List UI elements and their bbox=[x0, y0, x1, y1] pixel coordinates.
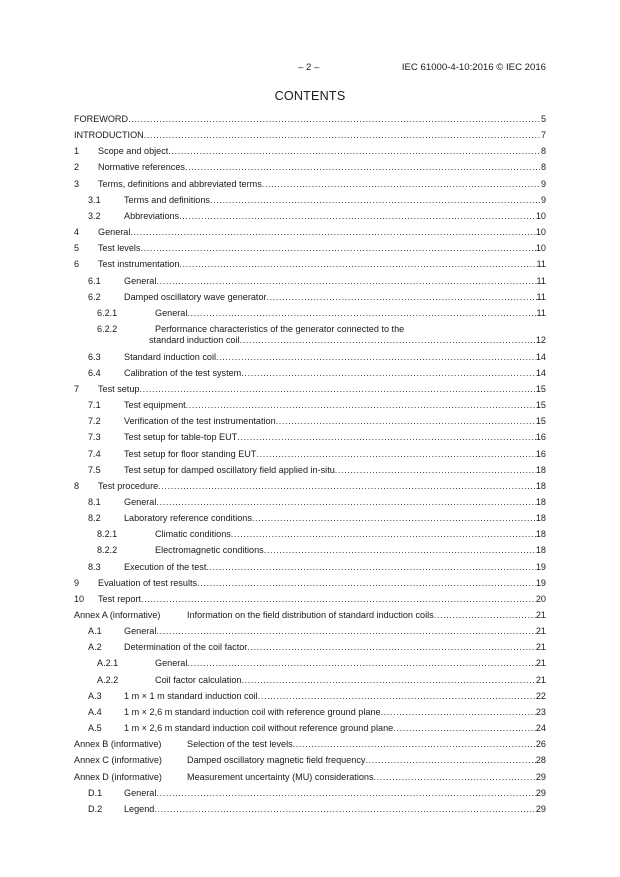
toc-entry-page: 22 bbox=[535, 690, 546, 701]
toc-dot-leader bbox=[258, 690, 536, 702]
toc-entry-number: 7.5 bbox=[88, 464, 101, 475]
toc-entry[interactable] bbox=[0, 464, 620, 476]
toc-dot-leader bbox=[210, 194, 541, 206]
toc-dot-leader bbox=[179, 210, 536, 222]
toc-entry-page: 9 bbox=[540, 178, 546, 189]
toc-entry-page: 21 bbox=[535, 642, 546, 653]
toc-entry-number: 8 bbox=[74, 480, 80, 491]
toc-entry-title: Terms, definitions and abbreviated terms bbox=[98, 178, 262, 189]
toc-entry-page: 7 bbox=[540, 130, 546, 141]
toc-entry-page: 26 bbox=[535, 739, 546, 750]
toc-entry[interactable] bbox=[0, 161, 620, 173]
toc-dot-leader bbox=[139, 383, 535, 395]
toc-entry-title: General bbox=[155, 658, 188, 669]
toc-entry[interactable] bbox=[0, 242, 620, 254]
toc-dot-leader bbox=[335, 464, 536, 476]
toc-entry-title: Test setup for floor standing EUT bbox=[124, 448, 257, 459]
toc-entry-title: Execution of the test bbox=[124, 561, 207, 572]
toc-dot-leader bbox=[158, 480, 536, 492]
toc-entry-title: Test procedure bbox=[98, 480, 159, 491]
page-title: CONTENTS bbox=[274, 89, 346, 103]
toc-entry-page: 18 bbox=[535, 545, 546, 556]
toc-entry[interactable] bbox=[0, 512, 620, 524]
document-id: IEC 61000-4-10:2016 © IEC 2016 bbox=[401, 62, 546, 73]
toc-entry[interactable] bbox=[0, 561, 620, 573]
toc-entry-title: General bbox=[98, 227, 131, 238]
toc-entry-number: 7.1 bbox=[88, 400, 101, 411]
toc-dot-leader bbox=[156, 625, 536, 637]
toc-entry-number: 7 bbox=[74, 383, 80, 394]
toc-entry[interactable] bbox=[0, 431, 620, 443]
toc-entry-title: INTRODUCTION bbox=[74, 130, 144, 141]
toc-entry[interactable] bbox=[0, 383, 620, 395]
toc-entry[interactable] bbox=[0, 415, 620, 427]
toc-dot-leader bbox=[156, 787, 536, 799]
toc-entry-number: 5 bbox=[74, 243, 80, 254]
toc-dot-leader bbox=[128, 113, 541, 125]
toc-entry-page: 8 bbox=[540, 162, 546, 173]
toc-dot-leader bbox=[216, 351, 536, 363]
toc-entry-title: General bbox=[124, 275, 157, 286]
toc-entry[interactable] bbox=[0, 657, 620, 669]
toc-entry-title: Calibration of the test system bbox=[124, 367, 242, 378]
toc-dot-leader bbox=[374, 771, 536, 783]
toc-entry-page: 20 bbox=[535, 593, 546, 604]
toc-dot-leader bbox=[156, 275, 536, 287]
toc-entry-number: D.2 bbox=[88, 803, 103, 814]
toc-entry-title: FOREWORD bbox=[74, 114, 129, 124]
toc-entry-page: 18 bbox=[535, 496, 546, 507]
toc-dot-leader bbox=[154, 803, 536, 815]
toc-entry[interactable] bbox=[0, 706, 620, 718]
toc-entry[interactable] bbox=[0, 641, 620, 653]
toc-entry-title: Verification of the test instrumentation bbox=[124, 416, 276, 427]
toc-entry-title: Information on the field distribution of standard induction coils bbox=[187, 610, 434, 620]
toc-entry[interactable] bbox=[0, 690, 620, 702]
toc-entry-page: 29 bbox=[535, 787, 546, 798]
toc-entry-number: Annex D (informative) bbox=[74, 771, 162, 782]
toc-entry-page: 15 bbox=[535, 400, 546, 411]
toc-entry-title: Selection of the test levels bbox=[187, 739, 293, 750]
toc-entry-number: 6.1 bbox=[88, 275, 101, 286]
toc-entry-page: 24 bbox=[535, 723, 546, 734]
toc-entry-number: Annex C (informative) bbox=[74, 755, 162, 766]
toc-entry-title: General bbox=[124, 626, 157, 637]
toc-entry[interactable] bbox=[0, 399, 620, 411]
toc-dot-leader bbox=[206, 561, 535, 573]
toc-entry-title: Abbreviations bbox=[124, 210, 180, 221]
toc-dot-leader bbox=[262, 178, 541, 190]
toc-entry-title: General bbox=[155, 307, 188, 318]
toc-entry-title: Standard induction coil bbox=[124, 351, 217, 362]
toc-dot-leader bbox=[179, 258, 536, 270]
toc-entry-page: 10 bbox=[535, 243, 546, 254]
toc-entry-page: 21 bbox=[535, 674, 546, 685]
toc-entry-page: 11 bbox=[536, 259, 546, 270]
toc-entry-page: 15 bbox=[535, 383, 546, 394]
toc-dot-leader bbox=[186, 399, 536, 411]
toc-dot-leader bbox=[187, 307, 536, 319]
toc-entry-title: 1 m × 2,6 m standard induction coil without reference ground plane bbox=[124, 723, 394, 734]
toc-entry[interactable] bbox=[0, 334, 620, 346]
toc-entry-number: 3.1 bbox=[88, 194, 101, 205]
toc-entry-number: 8.2.1 bbox=[97, 529, 118, 540]
toc-entry[interactable] bbox=[0, 194, 620, 206]
toc-entry-title: Terms and definitions bbox=[124, 194, 210, 205]
toc-entry-page: 8 bbox=[540, 146, 546, 157]
toc-entry[interactable] bbox=[0, 226, 620, 238]
toc-entry[interactable] bbox=[0, 722, 620, 734]
toc-entry[interactable] bbox=[0, 323, 620, 335]
toc-entry[interactable] bbox=[0, 593, 620, 605]
toc-entry-number: 7.3 bbox=[88, 432, 101, 443]
toc-entry-title: Coil factor calculation bbox=[155, 674, 242, 685]
toc-entry-number: D.1 bbox=[88, 787, 103, 798]
toc-entry[interactable] bbox=[0, 787, 620, 799]
toc-entry-title: Test levels bbox=[98, 243, 141, 254]
toc-entry-page: 29 bbox=[535, 771, 546, 782]
toc-entry[interactable] bbox=[0, 448, 620, 460]
toc-entry-title: Test instrumentation bbox=[98, 259, 180, 270]
toc-dot-leader bbox=[241, 367, 536, 379]
toc-entry-page: 10 bbox=[535, 227, 546, 238]
toc-entry[interactable] bbox=[0, 577, 620, 589]
toc-entry[interactable] bbox=[0, 210, 620, 222]
toc-entry-title: Test setup bbox=[98, 383, 140, 394]
toc-entry-title: Measurement uncertainty (MU) considerations bbox=[187, 771, 374, 782]
toc-entry[interactable] bbox=[0, 145, 620, 157]
toc-entry-page: 5 bbox=[540, 114, 546, 124]
toc-entry[interactable] bbox=[0, 291, 620, 303]
toc-dot-leader bbox=[237, 431, 536, 443]
toc-entry-title: Electromagnetic conditions bbox=[155, 545, 264, 556]
toc-entry-number: 6.2 bbox=[88, 291, 101, 302]
toc-entry-page: 12 bbox=[535, 335, 546, 346]
toc-dot-leader bbox=[144, 129, 541, 141]
toc-dot-leader bbox=[197, 577, 536, 589]
toc-entry-page: 19 bbox=[535, 577, 546, 588]
toc-entry-title: Damped oscillatory magnetic field frequency bbox=[187, 755, 366, 766]
toc-entry[interactable] bbox=[0, 480, 620, 492]
toc-dot-leader bbox=[256, 448, 535, 460]
toc-dot-leader bbox=[267, 291, 537, 303]
toc-entry-number: 8.2 bbox=[88, 513, 101, 524]
toc-entry-number: Annex B (informative) bbox=[74, 739, 162, 750]
toc-entry-number: 9 bbox=[74, 577, 80, 588]
toc-entry-page: 23 bbox=[535, 706, 546, 717]
toc-dot-leader bbox=[276, 415, 536, 427]
toc-entry[interactable] bbox=[0, 803, 620, 815]
toc-entry[interactable] bbox=[0, 307, 620, 319]
toc-dot-leader bbox=[130, 226, 536, 238]
toc-entry-number: A.2.2 bbox=[97, 674, 119, 685]
toc-entry-title: 1 m × 2,6 m standard induction coil with reference ground plane bbox=[124, 706, 381, 717]
toc-dot-leader bbox=[393, 722, 536, 734]
toc-entry-title: 1 m × 1 m standard induction coil bbox=[124, 690, 258, 701]
toc-entry-page: 14 bbox=[535, 351, 546, 362]
toc-entry-number: A.1 bbox=[88, 626, 102, 637]
toc-entry-page: 21 bbox=[535, 626, 546, 637]
toc-entry-page: 19 bbox=[535, 561, 546, 572]
toc-dot-leader bbox=[434, 609, 536, 621]
toc-entry[interactable] bbox=[0, 625, 620, 637]
toc-entry-page: 11 bbox=[536, 275, 546, 286]
toc-entry-title: Laboratory reference conditions bbox=[124, 513, 252, 524]
toc-entry-page: 9 bbox=[540, 194, 546, 205]
toc-entry-number: A.2.1 bbox=[97, 658, 119, 669]
toc-entry-number: 1 bbox=[74, 146, 80, 157]
toc-entry-page: 14 bbox=[535, 367, 546, 378]
toc-dot-leader bbox=[240, 334, 536, 346]
toc-entry-number: A.5 bbox=[88, 723, 102, 734]
toc-entry-number: 7.2 bbox=[88, 416, 101, 427]
toc-entry-title: standard induction coil bbox=[149, 335, 240, 346]
toc-dot-leader bbox=[140, 242, 535, 254]
toc-entry-title: General bbox=[124, 787, 157, 798]
toc-dot-leader bbox=[231, 528, 536, 540]
toc-entry-page: 15 bbox=[535, 416, 546, 427]
toc-entry-number: 7.4 bbox=[88, 448, 101, 459]
toc-entry-title: Test setup for table-top EUT bbox=[124, 432, 238, 443]
toc-entry[interactable] bbox=[0, 367, 620, 379]
toc-entry[interactable] bbox=[0, 129, 620, 141]
toc-entry-number: A.2 bbox=[88, 642, 102, 653]
toc-entry[interactable] bbox=[0, 258, 620, 270]
toc-entry[interactable] bbox=[0, 528, 620, 540]
toc-entry-title: Climatic conditions bbox=[155, 529, 231, 540]
toc-entry-number: 8.1 bbox=[88, 496, 101, 507]
toc-entry[interactable] bbox=[0, 544, 620, 556]
toc-entry[interactable] bbox=[0, 178, 620, 190]
toc-entry-title: Performance characteristics of the generator connected to the bbox=[155, 323, 405, 334]
toc-entry[interactable] bbox=[0, 674, 620, 686]
toc-entry-page: 16 bbox=[535, 448, 546, 459]
toc-entry-number: 2 bbox=[74, 162, 80, 173]
toc-entry-title: Legend bbox=[124, 803, 155, 814]
toc-entry-number: A.3 bbox=[88, 690, 102, 701]
toc-dot-leader bbox=[187, 657, 536, 669]
toc-entry-title: Damped oscillatory wave generator bbox=[124, 291, 267, 302]
toc-entry-number: 10 bbox=[74, 593, 85, 604]
toc-entry-title: Scope and object bbox=[98, 146, 169, 157]
toc-dot-leader bbox=[252, 512, 536, 524]
toc-entry-title: Test setup for damped oscillatory field applied in-situ bbox=[124, 464, 335, 475]
toc-entry-number: 6 bbox=[74, 259, 80, 270]
toc-dot-leader bbox=[293, 738, 536, 750]
toc-dot-leader bbox=[185, 161, 541, 173]
toc-entry-number: 6.2.2 bbox=[97, 323, 118, 334]
toc-dot-leader bbox=[264, 544, 536, 556]
toc-dot-leader bbox=[381, 706, 536, 718]
toc-entry[interactable] bbox=[0, 351, 620, 363]
toc-entry-page: 10 bbox=[535, 210, 546, 221]
toc-entry-page: 28 bbox=[535, 755, 546, 766]
toc-entry-title: Determination of the coil factor bbox=[124, 642, 248, 653]
toc-entry-title: Evaluation of test results bbox=[98, 577, 198, 588]
toc-entry-page: 18 bbox=[535, 464, 546, 475]
toc-entry-page: 11 bbox=[536, 307, 546, 318]
toc-entry-page: 21 bbox=[535, 658, 546, 669]
toc-entry[interactable] bbox=[0, 496, 620, 508]
toc-entry[interactable] bbox=[0, 754, 620, 766]
toc-entry-number: 8.2.2 bbox=[97, 545, 118, 556]
page-header bbox=[74, 62, 546, 76]
toc-entry-number: 3.2 bbox=[88, 210, 101, 221]
toc-entry-number: Annex A (informative) bbox=[74, 610, 161, 620]
toc-entry[interactable] bbox=[0, 738, 620, 750]
toc-entry[interactable] bbox=[0, 275, 620, 287]
toc-entry-number: 8.3 bbox=[88, 561, 101, 572]
toc-entry[interactable] bbox=[0, 113, 620, 125]
toc-entry-title: Test report bbox=[98, 593, 141, 604]
toc-entry-number: 6.2.1 bbox=[97, 307, 118, 318]
toc-entry-number: 6.3 bbox=[88, 351, 101, 362]
toc-entry[interactable] bbox=[0, 609, 620, 621]
toc-entry-page: 18 bbox=[535, 529, 546, 540]
toc-entry-title: Normative references bbox=[98, 162, 185, 173]
toc-entry-page: 29 bbox=[535, 803, 546, 814]
toc-entry-page: 16 bbox=[535, 432, 546, 443]
toc-entry[interactable] bbox=[0, 771, 620, 783]
toc-entry-number: A.4 bbox=[88, 706, 102, 717]
toc-dot-leader bbox=[141, 593, 536, 605]
toc-entry-number: 4 bbox=[74, 227, 80, 238]
page-number: – 2 – bbox=[298, 62, 320, 73]
toc-entry-page: 21 bbox=[535, 610, 546, 620]
toc-entry-number: 3 bbox=[74, 178, 80, 189]
toc-dot-leader bbox=[241, 674, 535, 686]
toc-entry-title: General bbox=[124, 496, 157, 507]
toc-entry-number: 6.4 bbox=[88, 367, 101, 378]
toc-dot-leader bbox=[168, 145, 541, 157]
toc-dot-leader bbox=[365, 754, 535, 766]
toc-entry-title: Test equipment bbox=[124, 400, 186, 411]
toc-entry-page: 18 bbox=[535, 513, 546, 524]
toc-dot-leader bbox=[247, 641, 536, 653]
toc-entry-page: 11 bbox=[536, 291, 546, 302]
toc-entry-page: 18 bbox=[535, 480, 546, 491]
toc-dot-leader bbox=[156, 496, 536, 508]
